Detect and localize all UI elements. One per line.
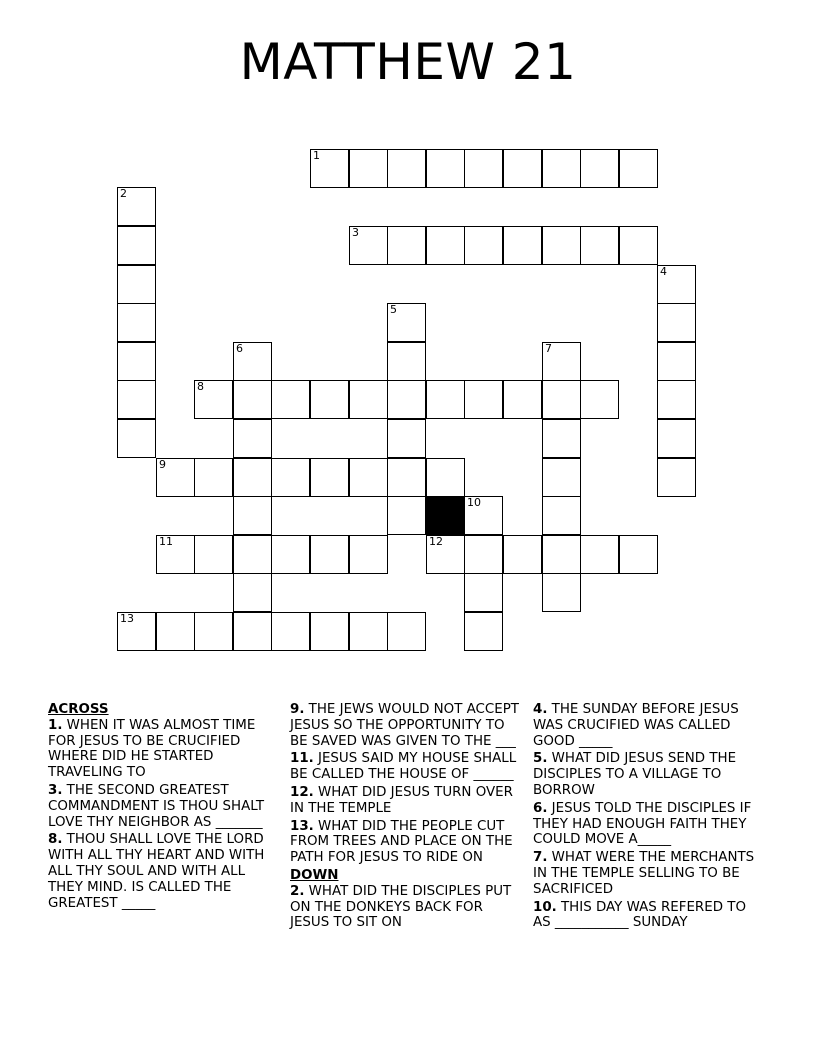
clue-item-number: 9. — [290, 702, 305, 717]
clue-item-number: 3. — [48, 782, 63, 798]
grid-cell[interactable] — [387, 496, 426, 535]
grid-cell[interactable] — [542, 458, 581, 497]
grid-cell[interactable] — [426, 535, 465, 574]
clues-column-1 — [48, 702, 283, 913]
grid-cell[interactable] — [542, 380, 581, 419]
grid-cell[interactable] — [156, 535, 195, 574]
grid-cell[interactable] — [464, 496, 503, 535]
grid-cell[interactable] — [233, 573, 272, 612]
grid-cell[interactable] — [619, 535, 658, 574]
clues-column-3 — [533, 702, 758, 933]
grid-cell[interactable] — [156, 458, 195, 497]
grid-cell[interactable] — [310, 380, 349, 419]
grid-cell[interactable] — [542, 342, 581, 381]
grid-cell[interactable] — [464, 380, 503, 419]
clue-item-number: 12. — [290, 784, 314, 800]
clue-number: 1 — [313, 149, 320, 162]
grid-cell[interactable] — [117, 342, 156, 381]
grid-cell[interactable] — [194, 612, 233, 651]
grid-cell[interactable] — [233, 496, 272, 535]
clue-item-number: 11. — [290, 751, 314, 767]
grid-cell[interactable] — [542, 573, 581, 612]
clue-number: 12 — [429, 535, 443, 548]
grid-cell[interactable] — [310, 458, 349, 497]
grid-cell[interactable] — [117, 419, 156, 458]
grid-cell[interactable] — [503, 149, 542, 188]
clue-item — [533, 702, 758, 749]
clue-number: 11 — [159, 535, 173, 548]
clue-item-number: 13. — [290, 818, 314, 834]
grid-cell[interactable] — [271, 380, 310, 419]
grid-cell[interactable] — [657, 419, 696, 458]
clue-number: 9 — [159, 458, 166, 471]
grid-cell[interactable] — [387, 458, 426, 497]
grid-cell[interactable] — [349, 149, 388, 188]
grid-cell[interactable] — [117, 303, 156, 342]
grid-cell[interactable] — [117, 226, 156, 265]
clue-item — [533, 751, 758, 798]
grid-cell[interactable] — [233, 380, 272, 419]
grid-cell[interactable] — [271, 458, 310, 497]
grid-cell[interactable] — [349, 535, 388, 574]
clue-item-number: 1. — [48, 717, 63, 733]
clue-heading: ACROSS — [48, 702, 109, 717]
clue-item — [48, 783, 283, 830]
grid-cell[interactable] — [349, 458, 388, 497]
black-square — [426, 496, 465, 535]
grid-cell[interactable] — [117, 187, 156, 226]
grid-cell[interactable] — [387, 342, 426, 381]
clue-number: 5 — [390, 303, 397, 316]
grid-cell[interactable] — [349, 226, 388, 265]
grid-cell[interactable] — [310, 612, 349, 651]
clue-item-text: THE JEWS WOULD NOT ACCEPT JESUS SO THE OPPORTUNITY TO BE SAVED WAS GIVEN TO THE ___ — [290, 702, 519, 749]
grid-cell[interactable] — [271, 612, 310, 651]
grid-cell[interactable] — [464, 535, 503, 574]
clue-item — [290, 785, 525, 817]
clue-item — [290, 884, 525, 931]
grid-cell[interactable] — [426, 458, 465, 497]
clue-item-text: THOU SHALL LOVE THE LORD WITH ALL THY HEART AND WITH ALL THY SOUL AND WITH ALL THEY MIND. IS CALLED THE GREATEST _____ — [48, 832, 265, 911]
grid-cell[interactable] — [657, 342, 696, 381]
clue-item — [533, 850, 758, 897]
clue-item-text: THIS DAY WAS REFERED TO AS ___________ SUNDAY — [533, 899, 746, 931]
grid-cell[interactable] — [426, 226, 465, 265]
grid-cell[interactable] — [657, 303, 696, 342]
clue-item-text: WHAT DID JESUS SEND THE DISCIPLES TO A VILLAGE TO BORROW — [533, 751, 737, 798]
clue-item-text: WHAT WERE THE MERCHANTS IN THE TEMPLE SELLING TO BE SACRIFICED — [533, 850, 755, 897]
grid-cell[interactable] — [542, 496, 581, 535]
grid-cell[interactable] — [657, 380, 696, 419]
grid-cell[interactable] — [464, 612, 503, 651]
clue-number: 8 — [197, 380, 204, 393]
grid-cell[interactable] — [310, 535, 349, 574]
grid-cell[interactable] — [233, 612, 272, 651]
grid-cell[interactable] — [194, 458, 233, 497]
clue-number: 7 — [545, 342, 552, 355]
clue-item — [290, 702, 525, 749]
grid-cell[interactable] — [387, 612, 426, 651]
grid-cell[interactable] — [464, 573, 503, 612]
clue-item-text: WHEN IT WAS ALMOST TIME FOR JESUS TO BE CRUCIFIED WHERE DID HE STARTED TRAVELING TO — [48, 717, 256, 781]
clue-number: 10 — [467, 496, 481, 509]
clue-item-text: THE SUNDAY BEFORE JESUS WAS CRUCIFIED WAS CALLED GOOD _____ — [533, 702, 739, 749]
clue-item-number: 8. — [48, 832, 63, 848]
grid-cell[interactable] — [387, 380, 426, 419]
grid-cell[interactable] — [233, 419, 272, 458]
grid-cell[interactable] — [580, 535, 619, 574]
grid-cell[interactable] — [619, 149, 658, 188]
clues-column-2 — [290, 702, 525, 933]
clue-number: 4 — [660, 265, 667, 278]
grid-cell[interactable] — [426, 380, 465, 419]
grid-cell[interactable] — [503, 535, 542, 574]
clue-item-number: 10. — [533, 899, 557, 915]
clue-item-text: THE SECOND GREATEST COMMANDMENT IS THOU SHALT LOVE THY NEIGHBOR AS _______ — [48, 782, 265, 830]
grid-cell[interactable] — [387, 419, 426, 458]
puzzle-title: MATTHEW 21 — [239, 33, 577, 91]
clue-heading: DOWN — [290, 867, 339, 883]
grid-cell[interactable] — [464, 226, 503, 265]
grid-cell[interactable] — [233, 342, 272, 381]
grid-cell[interactable] — [503, 226, 542, 265]
clue-item-number: 4. — [533, 702, 548, 717]
grid-cell[interactable] — [542, 149, 581, 188]
grid-cell[interactable] — [156, 612, 195, 651]
grid-cell[interactable] — [542, 226, 581, 265]
grid-cell[interactable] — [387, 303, 426, 342]
grid-cell[interactable] — [657, 265, 696, 304]
grid-cell[interactable] — [464, 149, 503, 188]
grid-cell[interactable] — [310, 149, 349, 188]
grid-cell[interactable] — [117, 612, 156, 651]
grid-cell[interactable] — [542, 535, 581, 574]
clue-item-text: JESUS TOLD THE DISCIPLES IF THEY HAD ENOUGH FAITH THEY COULD MOVE A_____ — [533, 800, 752, 848]
clue-item-text: WHAT DID THE PEOPLE CUT FROM TREES AND PLACE ON THE PATH FOR JESUS TO RIDE ON — [290, 818, 513, 866]
clue-item-number: 2. — [290, 883, 305, 899]
grid-cell[interactable] — [619, 226, 658, 265]
clue-item — [533, 801, 758, 848]
grid-cell[interactable] — [349, 380, 388, 419]
clue-item-text: JESUS SAID MY HOUSE SHALL BE CALLED THE HOUSE OF ______ — [290, 751, 517, 783]
clue-item-number: 6. — [533, 800, 548, 816]
grid-cell[interactable] — [117, 265, 156, 304]
grid-cell[interactable] — [503, 380, 542, 419]
grid-cell[interactable] — [117, 380, 156, 419]
clue-number: 6 — [236, 342, 243, 355]
clue-number: 3 — [352, 226, 359, 239]
grid-cell[interactable] — [349, 612, 388, 651]
clue-item — [290, 819, 525, 866]
clue-item-number: 7. — [533, 850, 548, 866]
grid-cell[interactable] — [580, 226, 619, 265]
clue-number: 13 — [120, 612, 134, 625]
grid-cell[interactable] — [387, 149, 426, 188]
clue-item — [290, 751, 525, 783]
clue-item — [48, 832, 283, 911]
grid-cell[interactable] — [657, 458, 696, 497]
grid-cell[interactable] — [233, 458, 272, 497]
clue-item — [48, 718, 283, 781]
grid-cell[interactable] — [580, 380, 619, 419]
clue-item-text: WHAT DID THE DISCIPLES PUT ON THE DONKEYS BACK FOR JESUS TO SIT ON — [290, 883, 512, 931]
grid-cell[interactable] — [194, 535, 233, 574]
clue-item — [533, 900, 758, 932]
grid-cell[interactable] — [580, 149, 619, 188]
clue-item-text: WHAT DID JESUS TURN OVER IN THE TEMPLE — [290, 784, 513, 816]
grid-cell[interactable] — [426, 149, 465, 188]
grid-cell[interactable] — [542, 419, 581, 458]
grid-cell[interactable] — [233, 535, 272, 574]
grid-cell[interactable] — [387, 226, 426, 265]
clue-item-number: 5. — [533, 751, 548, 767]
grid-cell[interactable] — [194, 380, 233, 419]
clue-number: 2 — [120, 187, 127, 200]
grid-cell[interactable] — [271, 535, 310, 574]
